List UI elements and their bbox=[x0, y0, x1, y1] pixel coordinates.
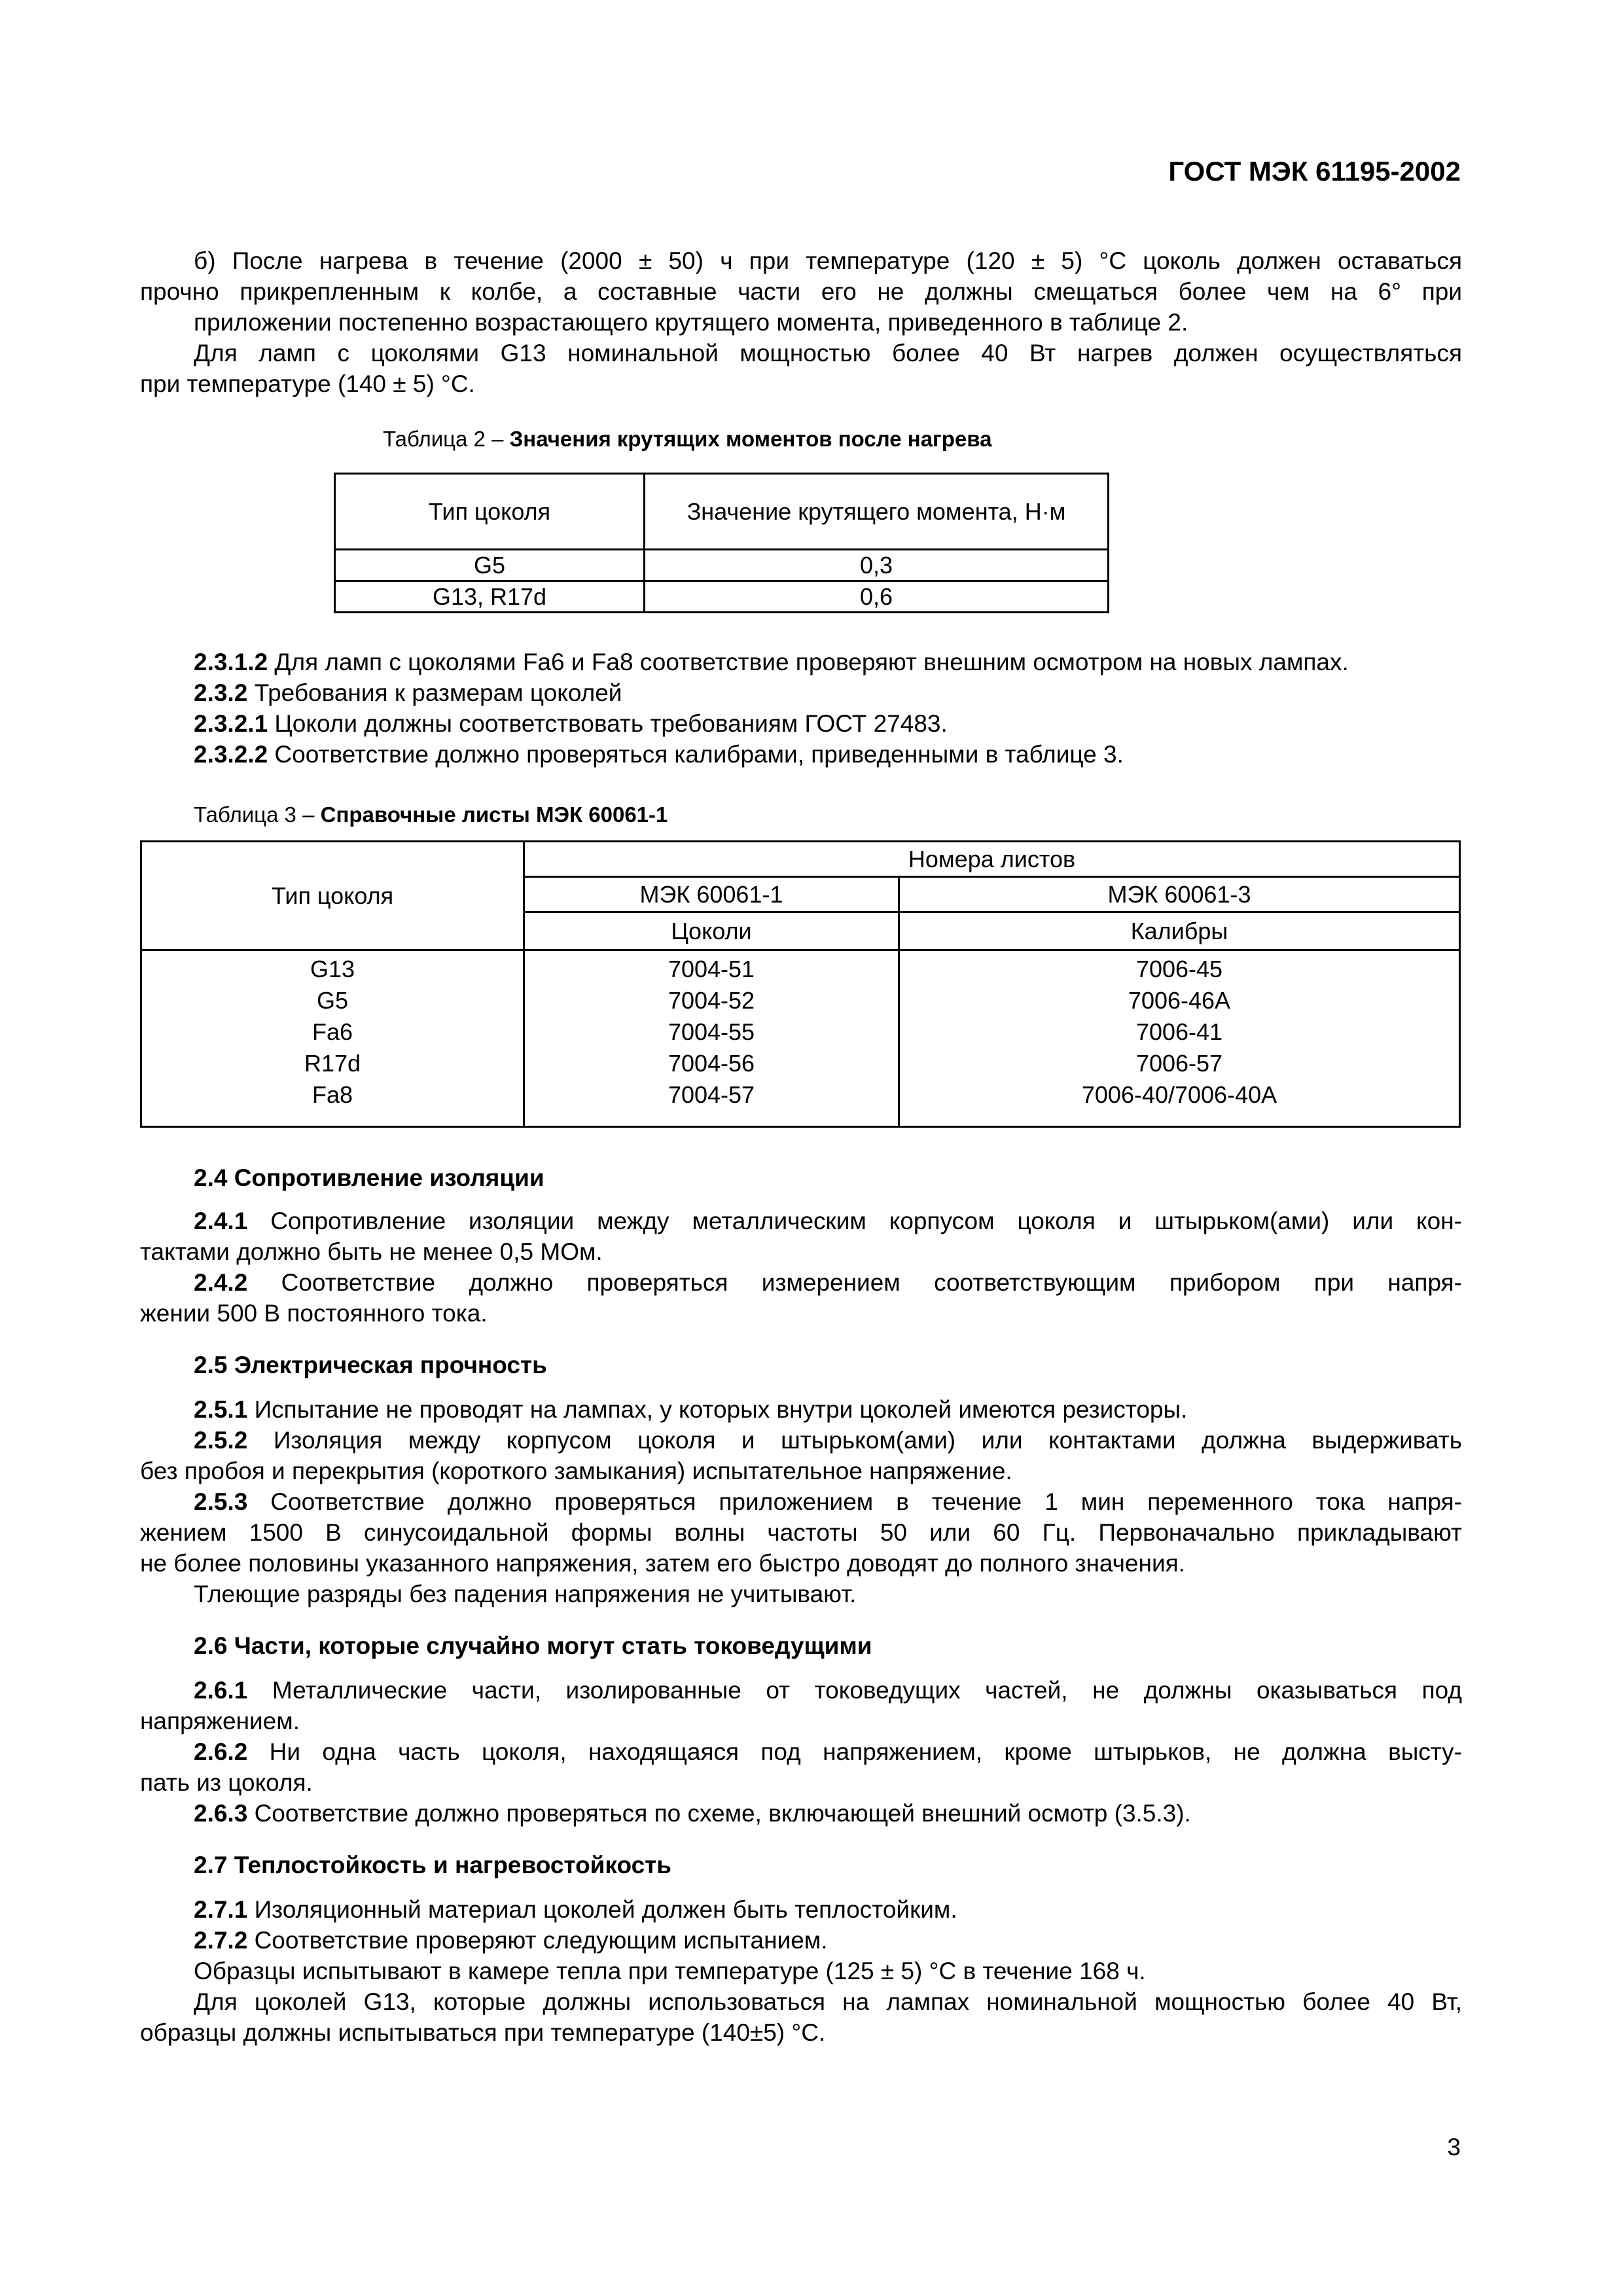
g13-test-text-cont: образцы должны испытываться при температуре (140±5) °С. bbox=[140, 2019, 826, 2046]
clause-number: 2.3.2 bbox=[194, 679, 248, 706]
clause-number: 2.3.2.1 bbox=[194, 710, 268, 737]
document-id: ГОСТ МЭК 61195-2002 bbox=[1168, 156, 1461, 187]
clause-text: Изоляционный материал цоколей должен быть теплостойким. bbox=[247, 1896, 957, 1923]
clause-text: Для ламп с цоколями Fa6 и Fa8 соответствие проверяют внешним осмотром на новых лампах. bbox=[268, 649, 1349, 675]
clause-2-4-1-cont: тактами должно быть не менее 0,5 МОм. bbox=[140, 1238, 603, 1265]
table3-caption-title: Справочные листы МЭК 60061-1 bbox=[320, 802, 668, 827]
clause-number: 2.7.2 bbox=[194, 1927, 248, 1954]
intro-paragraph-line: приложении постепенно возрастающего крутящего момента, приведенного в таблице 2. bbox=[194, 309, 1188, 336]
table3-header-sheets: Номера листов bbox=[524, 842, 1460, 877]
clause-number: 2.4.1 bbox=[194, 1208, 248, 1234]
table3-caption-prefix: Таблица 3 – bbox=[194, 802, 321, 827]
clause-text: Ни одна часть цоколя, находящаяся под напряжением, кроме штырьков, не должна высту- bbox=[247, 1738, 1462, 1765]
table2-cell-type: G5 bbox=[335, 550, 645, 581]
clause-2-5-2 bbox=[140, 1425, 1462, 1456]
section-heading-2-7: 2.7 Теплостойкость и нагревостойкость bbox=[194, 1852, 672, 1878]
intro-paragraph-line: Для ламп с цоколями G13 номинальной мощностью более 40 Вт нагрев должен осуществляться bbox=[194, 340, 1462, 367]
clause-2-3-2-1 bbox=[140, 708, 1462, 739]
clause-2-5-3-cont: не более половины указанного напряжения, затем его быстро доводят до полного значения. bbox=[140, 1550, 1185, 1577]
clause-2-3-1-2 bbox=[140, 647, 1462, 677]
clause-2-5-1 bbox=[140, 1394, 1462, 1425]
table2-caption-prefix: Таблица 2 – bbox=[383, 427, 510, 451]
intro-paragraph-line: прочно прикрепленным к колбе, а составные части его не должны смещаться более чем на 6° при bbox=[140, 278, 1462, 305]
clause-text: Цоколи должны соответствовать требованиям ГОСТ 27483. bbox=[268, 710, 948, 737]
page-number: 3 bbox=[1447, 2134, 1461, 2161]
table2-header-type: Тип цоколя bbox=[335, 474, 645, 550]
table2-cell-type: G13, R17d bbox=[335, 581, 645, 613]
clause-number: 2.6.3 bbox=[194, 1800, 248, 1827]
section-heading-2-4: 2.4 Сопротивление изоляции bbox=[194, 1164, 544, 1191]
clause-2-5-3 bbox=[140, 1486, 1462, 1517]
table2-caption-title: Значения крутящих моментов после нагрева bbox=[509, 427, 992, 451]
torque-table bbox=[334, 473, 1109, 613]
g13-test-text: Для цоколей G13, которые должны использоваться на лампах номинальной мощностью более 40 Вт, bbox=[194, 1988, 1462, 2015]
clause-text: Испытание не проводят на лампах, у которых внутри цоколей имеются резисторы. bbox=[247, 1396, 1188, 1423]
clause-number: 2.5.2 bbox=[194, 1427, 248, 1454]
table2-cell-value: 0,3 bbox=[645, 550, 1109, 581]
table2-cell-value: 0,6 bbox=[645, 581, 1109, 613]
clause-2-4-2 bbox=[140, 1267, 1462, 1298]
table2-caption bbox=[383, 426, 992, 452]
clause-text: Сопротивление изоляции между металлическим корпусом цоколя и штырьком(ами) или кон- bbox=[247, 1208, 1462, 1234]
table3-subheader-bases: Цоколи bbox=[524, 912, 899, 950]
clause-2-6-2 bbox=[140, 1736, 1462, 1767]
table3-caption bbox=[194, 802, 668, 828]
clause-number: 2.5.1 bbox=[194, 1396, 248, 1423]
clause-2-6-1 bbox=[140, 1675, 1462, 1706]
table3-header-type: Тип цоколя bbox=[141, 842, 524, 950]
clause-2-5-2-cont: без пробоя и перекрытия (короткого замыкания) испытательное напряжение. bbox=[140, 1458, 1012, 1484]
intro-paragraph-line: б) После нагрева в течение (2000 ± 50) ч при температуре (120 ± 5) °С цоколь должен оставаться bbox=[194, 247, 1462, 274]
table3-header-iec1: МЭК 60061-1 bbox=[524, 877, 899, 912]
clause-text: Металлические части, изолированные от токоведущих частей, не должны оказываться под bbox=[247, 1677, 1462, 1704]
clause-2-3-2 bbox=[140, 677, 1462, 708]
clause-text: Требования к размерам цоколей bbox=[247, 679, 622, 706]
clause-2-6-1-cont: напряжением. bbox=[140, 1708, 300, 1734]
clause-2-4-2-cont: жении 500 В постоянного тока. bbox=[140, 1300, 488, 1327]
clause-text: Соответствие должно проверяться по схеме, включающей внешний осмотр (3.5.3). bbox=[247, 1800, 1191, 1827]
clause-2-6-3 bbox=[140, 1798, 1462, 1829]
clause-number: 2.3.1.2 bbox=[194, 649, 268, 675]
intro-paragraph-line: при температуре (140 ± 5) °С. bbox=[140, 370, 475, 397]
clause-number: 2.6.1 bbox=[194, 1677, 248, 1704]
table3-types-cell: G13 G5 Fa6 R17d Fa8 bbox=[141, 950, 524, 1127]
clause-number: 2.6.2 bbox=[194, 1738, 248, 1765]
table-row bbox=[335, 581, 1109, 613]
clause-2-4-1 bbox=[140, 1206, 1462, 1236]
clause-text: Соответствие должно проверяться приложением в течение 1 мин переменного тока напря- bbox=[247, 1488, 1462, 1515]
section-heading-2-6: 2.6 Части, которые случайно могут стать токоведущими bbox=[194, 1632, 872, 1659]
clause-number: 2.3.2.2 bbox=[194, 741, 268, 768]
clause-text: Соответствие проверяют следующим испытанием. bbox=[247, 1927, 828, 1954]
samples-test-text: Образцы испытывают в камере тепла при температуре (125 ± 5) °С в течение 168 ч. bbox=[194, 1958, 1146, 1984]
glow-discharge-note: Тлеющие разряды без падения напряжения не учитывают. bbox=[194, 1581, 857, 1607]
clause-number: 2.5.3 bbox=[194, 1488, 248, 1515]
clause-2-6-2-cont: пать из цоколя. bbox=[140, 1769, 313, 1796]
table-row bbox=[335, 550, 1109, 581]
reference-sheets-table bbox=[140, 840, 1461, 1128]
table2-header-value: Значение крутящего момента, Н·м bbox=[645, 474, 1109, 550]
table3-subheader-gauges: Калибры bbox=[899, 912, 1460, 950]
clause-text: Соответствие должно проверяться измерением соответствующим прибором при напря- bbox=[247, 1269, 1462, 1296]
clause-2-7-1 bbox=[140, 1894, 1462, 1925]
table3-bases-cell: 7004-51 7004-52 7004-55 7004-56 7004-57 bbox=[524, 950, 899, 1127]
table3-gauges-cell: 7006-45 7006-46A 7006-41 7006-57 7006-40/7006-40A bbox=[899, 950, 1460, 1127]
clause-number: 2.4.2 bbox=[194, 1269, 248, 1296]
clause-2-5-3-cont: жением 1500 В синусоидальной формы волны частоты 50 или 60 Гц. Первоначально прикладывают bbox=[140, 1519, 1462, 1546]
section-heading-2-5: 2.5 Электрическая прочность bbox=[194, 1352, 547, 1378]
clause-text: Изоляция между корпусом цоколя и штырьком(ами) или контактами должна выдерживать bbox=[247, 1427, 1462, 1454]
clause-number: 2.7.1 bbox=[194, 1896, 248, 1923]
table3-header-iec3: МЭК 60061-3 bbox=[899, 877, 1460, 912]
clause-2-7-2 bbox=[140, 1925, 1462, 1956]
table-row bbox=[141, 950, 1460, 1127]
clause-text: Соответствие должно проверяться калибрами, приведенными в таблице 3. bbox=[268, 741, 1124, 768]
clause-2-3-2-2 bbox=[140, 739, 1462, 770]
